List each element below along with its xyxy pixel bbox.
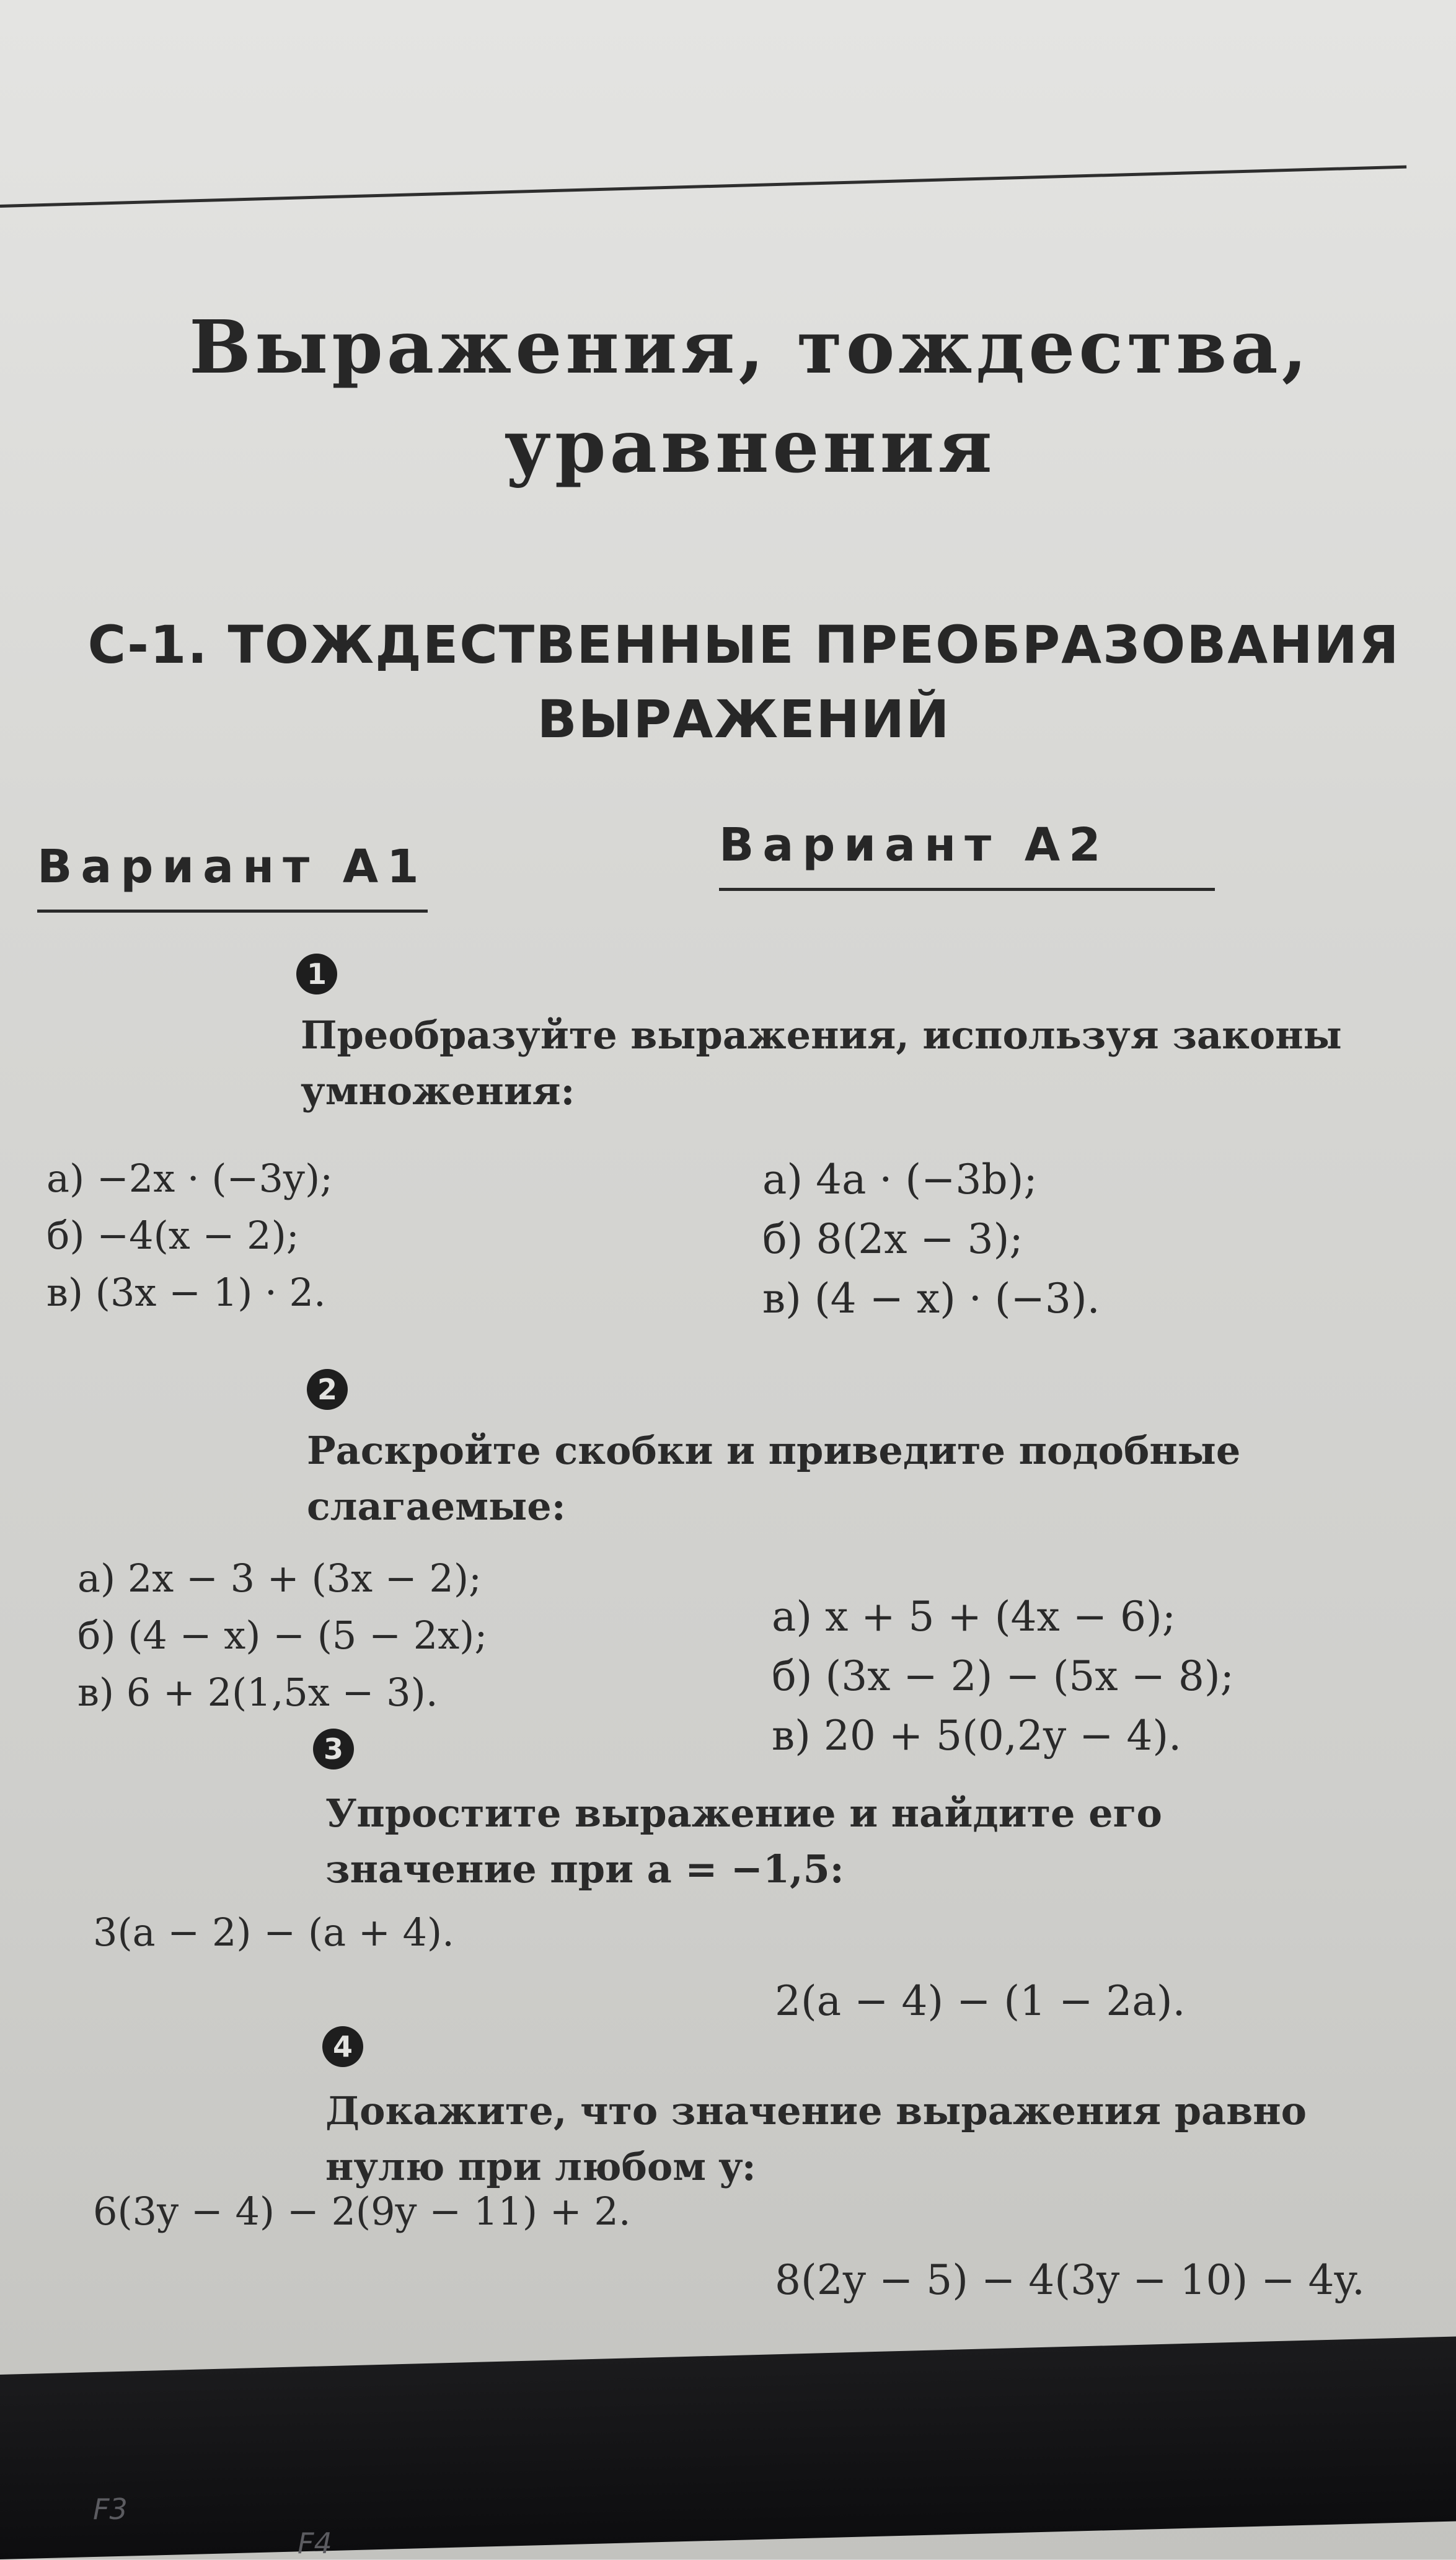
chapter-title: Выражения, тождества, уравнения bbox=[189, 304, 1311, 489]
variant-a1-items bbox=[77, 1550, 487, 1721]
task-number-badge: 4 bbox=[322, 2026, 363, 2067]
list-item: в) 20 + 5(0,2y − 4). bbox=[772, 1712, 1182, 1760]
task-instruction: Раскройте скобки и приведите подобные слагаемые: bbox=[307, 1428, 1241, 1529]
variant-a2-heading: Вариант А2 bbox=[719, 818, 1215, 891]
list-item: в) (3x − 1) · 2. bbox=[46, 1270, 326, 1315]
list-item: б) (3x − 2) − (5x − 8); bbox=[772, 1652, 1234, 1700]
task-instruction: Докажите, что значение выражения равно нулю при любом y: bbox=[325, 2088, 1307, 2189]
variant-a2-expression: 8(2y − 5) − 4(3y − 10) − 4y. bbox=[775, 2256, 1366, 2304]
list-item: в) 6 + 2(1,5x − 3). bbox=[77, 1670, 438, 1715]
list-item: а) x + 5 + (4x − 6); bbox=[772, 1593, 1176, 1641]
variant-a1-expression: 3(a − 2) − (a + 4). bbox=[93, 1910, 454, 1955]
variant-a2-expression: 2(a − 4) − (1 − 2a). bbox=[775, 1977, 1186, 2025]
variant-a1-expression: 6(3y − 4) − 2(9y − 11) + 2. bbox=[93, 2189, 631, 2234]
variant-a1-items bbox=[46, 1150, 333, 1321]
list-item: а) −2x · (−3y); bbox=[46, 1156, 333, 1201]
header-rule bbox=[0, 166, 1406, 208]
f4-key-label: F4 bbox=[298, 2527, 332, 2560]
variant-a1-heading: Вариант А1 bbox=[37, 840, 428, 913]
f3-key-label: F3 bbox=[93, 2492, 128, 2526]
list-item: б) (4 − x) − (5 − 2x); bbox=[77, 1613, 488, 1658]
list-item: б) −4(x − 2); bbox=[46, 1213, 299, 1258]
list-item: а) 2x − 3 + (3x − 2); bbox=[77, 1556, 482, 1601]
task-number-badge: 1 bbox=[296, 954, 337, 994]
list-item: б) 8(2x − 3); bbox=[762, 1215, 1023, 1263]
task-number-badge: 3 bbox=[313, 1729, 354, 1769]
variant-a2-items bbox=[762, 1150, 1100, 1329]
list-item: а) 4a · (−3b); bbox=[762, 1156, 1038, 1203]
task-instruction: Упростите выражение и найдите его значение при a = −1,5: bbox=[325, 1791, 1162, 1892]
list-item: в) (4 − x) · (−3). bbox=[762, 1275, 1100, 1322]
task-number-badge: 2 bbox=[307, 1369, 348, 1410]
variant-a2-items bbox=[772, 1587, 1234, 1766]
section-title: С-1. ТОЖДЕСТВЕННЫЕ ПРЕОБРАЗОВАНИЯ ВЫРАЖЕНИЙ bbox=[87, 614, 1400, 750]
task-instruction: Преобразуйте выражения, используя законы умножения: bbox=[301, 1012, 1342, 1114]
keyboard-edge bbox=[0, 2336, 1456, 2559]
